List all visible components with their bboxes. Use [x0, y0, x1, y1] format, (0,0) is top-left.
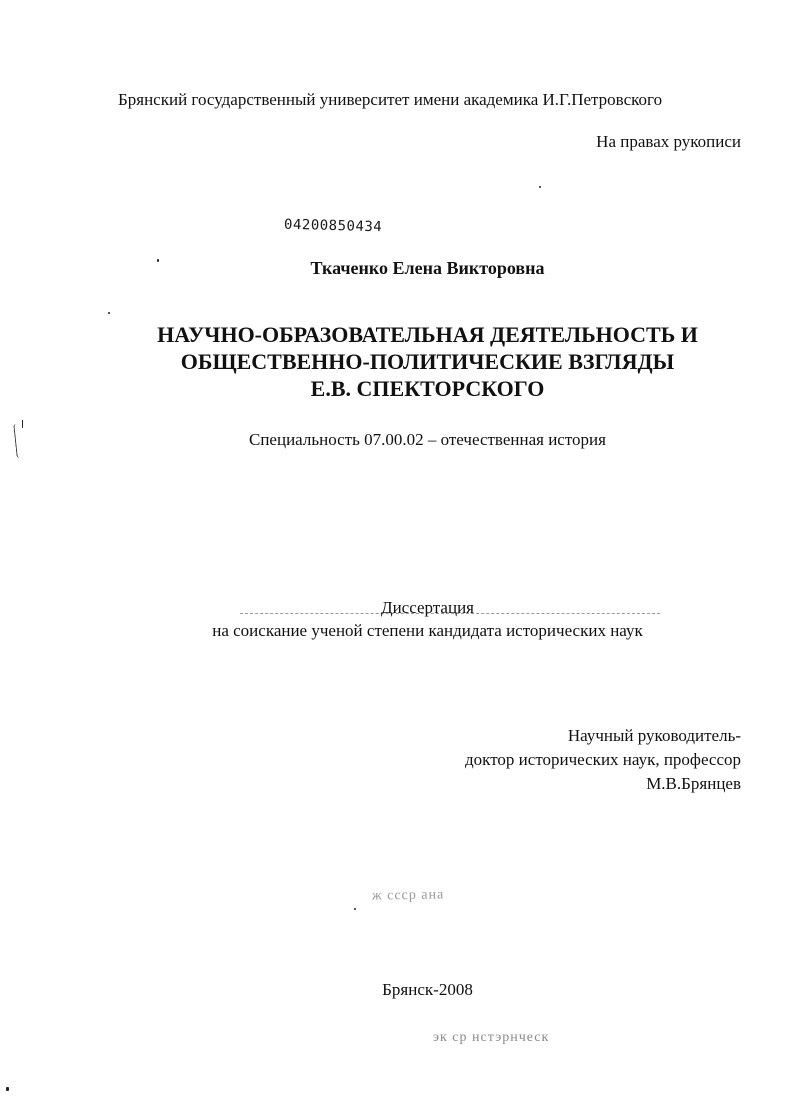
scan-speck [22, 420, 23, 428]
university-name: Брянский государственный университет имени академика И.Г.Петровского [118, 90, 663, 109]
supervisor-block [465, 724, 741, 796]
scan-speck [354, 908, 356, 910]
title-line-3: Е.В. СПЕКТОРСКОГО [310, 376, 545, 401]
scan-speck [108, 312, 110, 314]
dissertation-label: Диссертация [380, 598, 474, 617]
city-year: Брянск-2008 [382, 980, 473, 999]
supervisor-line-2: доктор исторических наук, профессор [465, 750, 741, 769]
bleed-through-text-upper: ж ссср ана [371, 887, 445, 904]
specialty-line: Специальность 07.00.02 – отечественная история [249, 430, 606, 449]
scan-speck [6, 1087, 9, 1091]
dissertation-subtitle: на соискание ученой степени кандидата исторических наук [212, 621, 643, 640]
catalog-number-stamp: 04200850434 [283, 216, 383, 236]
title-line-1: НАУЧНО-ОБРАЗОВАТЕЛЬНАЯ ДЕЯТЕЛЬНОСТЬ И [157, 322, 698, 347]
manuscript-rights-note: На правах рукописи [596, 132, 741, 151]
bleed-through-text-lower: эк ср нстэрнческ [433, 1030, 550, 1045]
author-name: Ткаченко Елена Викторовна [310, 258, 545, 278]
scan-speck [157, 259, 159, 262]
title-line-2: ОБЩЕСТВЕННО-ПОЛИТИЧЕСКИЕ ВЗГЛЯДЫ [180, 349, 675, 374]
scan-speck [539, 186, 541, 188]
dissertation-title [0, 321, 795, 402]
supervisor-line-3: М.В.Брянцев [646, 774, 741, 793]
supervisor-line-1: Научный руководитель- [567, 726, 741, 745]
